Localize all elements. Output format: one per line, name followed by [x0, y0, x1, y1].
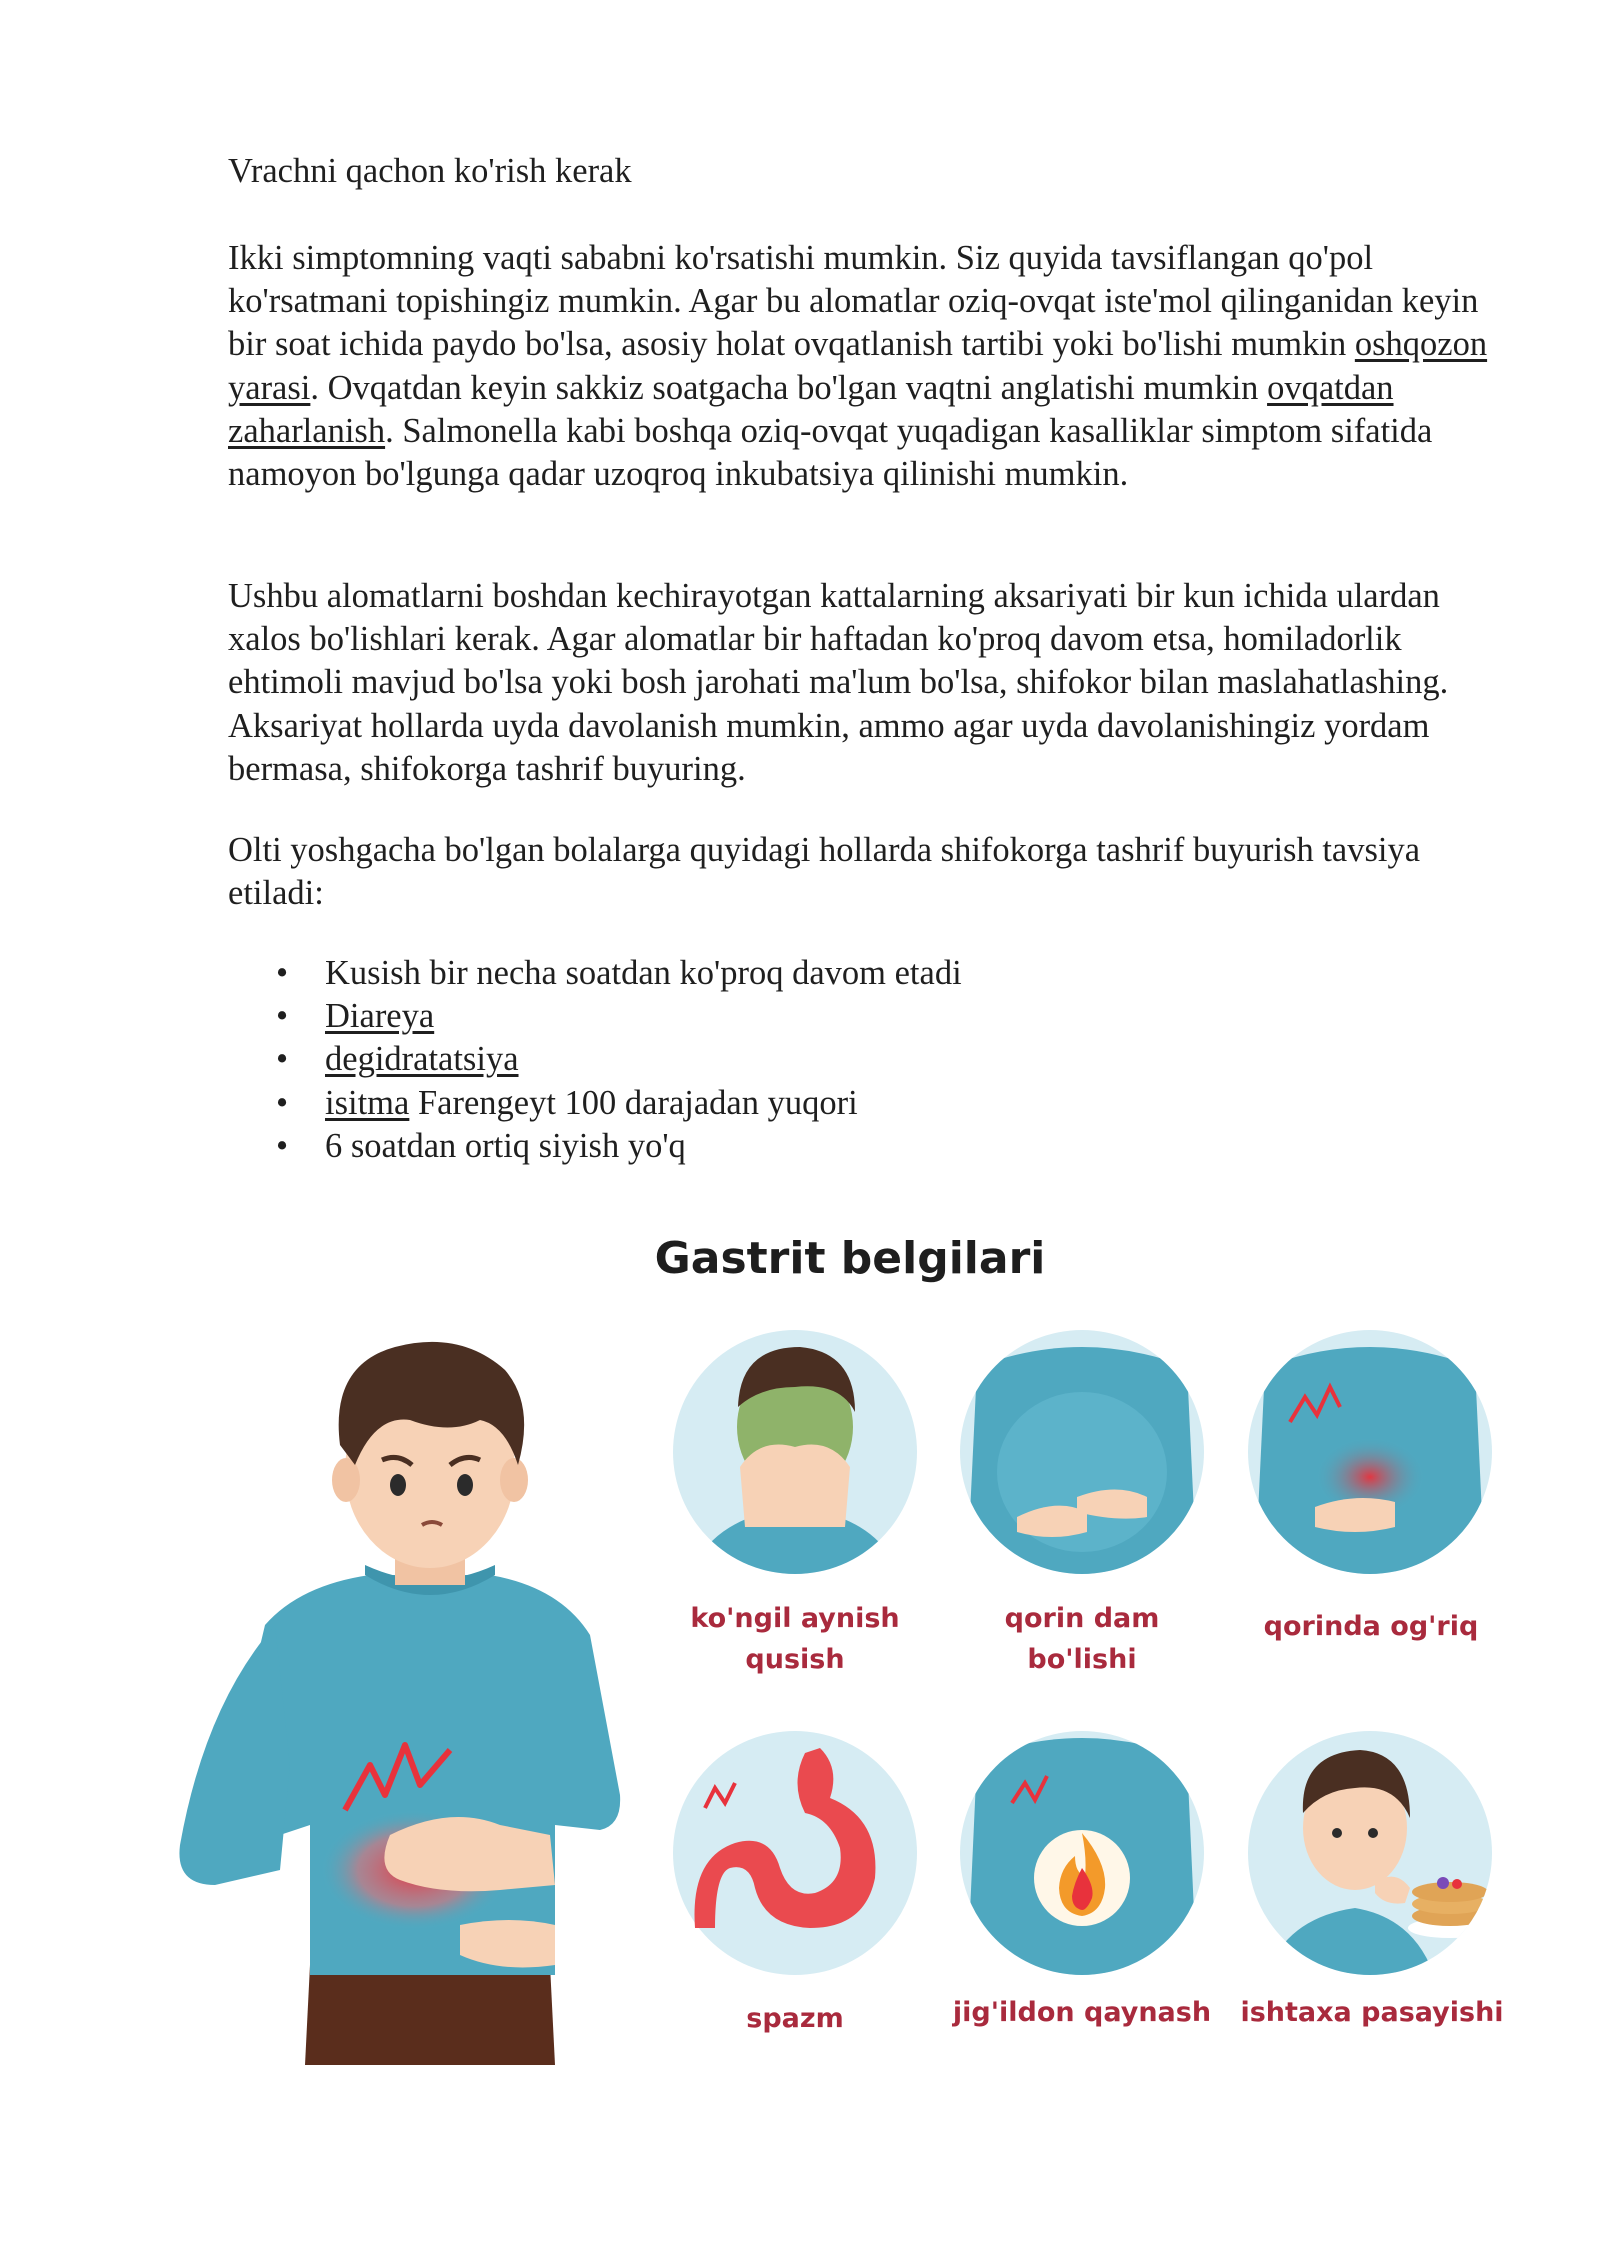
list-item: • Diareya: [276, 997, 435, 1036]
bloating-illustration: [957, 1327, 1207, 1577]
stomach-pain-illustration: [1245, 1327, 1495, 1577]
paragraph-timing: [228, 237, 1518, 496]
paragraph-text: Ikki simptomning vaqti sababni ko'rsatishi mumkin. Siz quyida tavsiflangan qo'pol ko'rsatmani topishingiz mumkin. Agar bu alomatlar oziq-ovqat iste'mol qilinganidan keyin bir soat ichida paydo bo'lsa, asosiy holat ovqatlanish tartibi yoki bo'lishi mumkin: [228, 239, 1479, 364]
paragraph-adults: Ushbu alomatlarni boshdan kechirayotgan kattalarning aksariyati bir kun ichida ulardan xalos bo'lishlari kerak. Agar alomatlar bir haftadan ko'proq davom etsa, homiladorlik ehtimoli mavjud bo'lsa yoki bosh jarohati ma'lum bo'lsa, shifokor bilan maslahatlashing. Aksariyat hollarda uyda davolanish mumkin, ammo agar uyda davolanishingiz yordam bermasa, shifokorga tashrif buyuring.: [228, 577, 1449, 788]
symptom-list: [228, 952, 1428, 1168]
caption-nausea: ko'ngil aynish qusish: [690, 1603, 900, 1675]
heartburn-illustration: [957, 1728, 1207, 1978]
list-item: • degidratatsiya: [276, 1040, 519, 1079]
paragraph-text: . Salmonella kabi boshqa oziq-ovqat yuqadigan kasalliklar simptom sifatida namoyon bo'lgunga qadar uzoqroq inkubatsiya qilinishi mumkin.: [228, 411, 1433, 494]
caption-spasm: spazm: [746, 2003, 844, 2034]
link-dehydration[interactable]: degidratatsiya: [325, 1040, 519, 1079]
appetite-loss-illustration: [1245, 1728, 1495, 1978]
section-heading: Vrachni qachon ko'rish kerak: [228, 152, 632, 190]
infographic-title: Gastrit belgilari: [654, 1233, 1046, 1284]
nausea-illustration: [670, 1327, 920, 1577]
link-fever[interactable]: isitma: [325, 1083, 410, 1122]
caption-heartburn: jig'ildon qaynash: [952, 1997, 1212, 2028]
link-food-poisoning[interactable]: ovqatdan zaharlanish: [228, 368, 1394, 450]
list-item: • Kusish bir necha soatdan ko'proq davom etadi: [276, 954, 962, 992]
paragraph-children: Olti yoshgacha bo'lgan bolalarga quyidagi hollarda shifokorga tashrif buyurish tavsiya etiladi:: [228, 831, 1421, 913]
caption-appetite-loss: ishtaxa pasayishi: [1240, 1997, 1504, 2028]
caption-bloating: qorin dam bo'lishi: [1004, 1603, 1160, 1675]
list-item: • 6 soatdan ortiq siyish yo'q: [276, 1126, 686, 1165]
paragraph-text: . Ovqatdan keyin sakkiz soatgacha bo'lgan vaqtni anglatishi mumkin: [310, 368, 1268, 407]
gastritis-infographic: [160, 1210, 1540, 2070]
list-item: • isitma Farengeyt 100 darajadan yuqori: [276, 1083, 858, 1122]
link-diarrhea[interactable]: Diareya: [325, 997, 435, 1036]
spasm-illustration: [670, 1728, 920, 1978]
caption-abdominal-pain: qorinda og'riq: [1263, 1611, 1479, 1642]
man-with-stomach-pain-illustration: [160, 1325, 640, 2065]
link-stomach-ulcer[interactable]: oshqozon yarasi: [228, 325, 1488, 407]
